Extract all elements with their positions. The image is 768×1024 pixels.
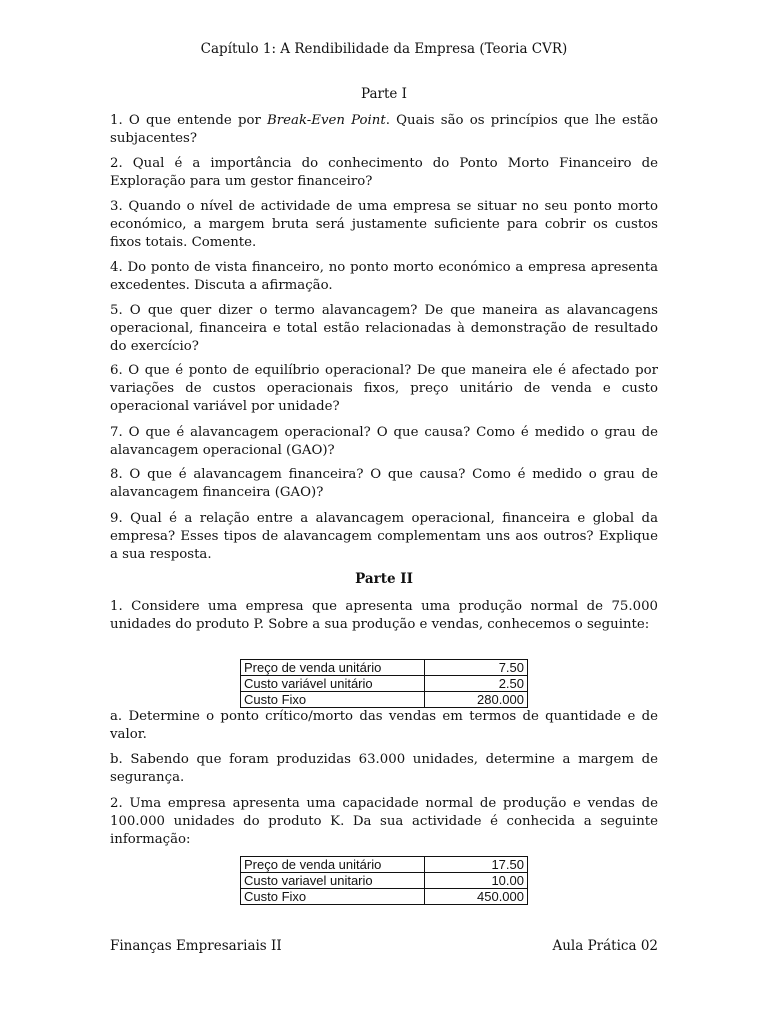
question-1-prefix: 1. O que entende por <box>110 113 268 128</box>
table-cell-label: Custo Fixo <box>241 889 425 905</box>
question-1-suffix: . Quais são os princípios que lhe estão subjacentes? <box>110 113 658 146</box>
problem-1-part-a: a. Determine o ponto crítico/morto das vendas em termos de quantidade e de valor. <box>110 709 658 742</box>
table-row <box>241 660 528 676</box>
question-7: 7. O que é alavancagem operacional? O que causa? Como é medido o grau de alavancagem operacional (GAO)? <box>110 425 658 458</box>
table-row <box>241 873 528 889</box>
table-cell-label: Custo variável unitário <box>241 676 425 692</box>
footer-class: Aula Prática 02 <box>552 938 658 954</box>
question-9: 9. Qual é a relação entre a alavancagem operacional, financeira e global da empresa? Esses tipos de alavancagem complementam uns aos outros? Explique a sua resposta. <box>110 511 658 562</box>
page-footer <box>110 937 658 955</box>
table-row <box>241 676 528 692</box>
table-cell-label: Custo Fixo <box>241 692 425 708</box>
problem-2-intro: 2. Uma empresa apresenta uma capacidade normal de produção e vendas de 100.000 unidades do produto K. Da sua actividade é conhecida a seguinte informação: <box>110 796 658 847</box>
table-cell-value: 2.50 <box>425 676 528 692</box>
question-3: 3. Quando o nível de actividade de uma empresa se situar no seu ponto morto económico, a margem bruta será justamente suficiente para cobrir os custos fixos totais. Comente. <box>110 199 658 250</box>
part-2-title: Parte II <box>355 571 413 587</box>
table-cell-label: Preço de venda unitário <box>241 660 425 676</box>
chapter-title: Capítulo 1: A Rendibilidade da Empresa (Teoria CVR) <box>200 41 568 57</box>
problem-1-table <box>240 659 528 708</box>
question-5: 5. O que quer dizer o termo alavancagem? De que maneira as alavancagens operacional, financeira e total estão relacionadas à demonstração de resultado do exercício? <box>110 303 658 354</box>
table-row <box>241 857 528 873</box>
table-row <box>241 692 528 708</box>
table-cell-value: 450.000 <box>425 889 528 905</box>
question-2: 2. Qual é a importância do conhecimento do Ponto Morto Financeiro de Exploração para um gestor financeiro? <box>110 156 658 189</box>
question-8: 8. O que é alavancagem financeira? O que causa? Como é medido o grau de alavancagem financeira (GAO)? <box>110 467 658 500</box>
table-cell-value: 7.50 <box>425 660 528 676</box>
table-cell-value: 280.000 <box>425 692 528 708</box>
table-cell-value: 10.00 <box>425 873 528 889</box>
question-1-emphasis: Break-Even Point <box>267 113 386 128</box>
table-cell-value: 17.50 <box>425 857 528 873</box>
part-1-title: Parte I <box>360 86 408 102</box>
table-cell-label: Custo variavel unitario <box>241 873 425 889</box>
footer-course: Finanças Empresariais II <box>110 938 282 954</box>
table-cell-label: Preço de venda unitário <box>241 857 425 873</box>
table-row <box>241 889 528 905</box>
problem-2-table <box>240 856 528 905</box>
question-6: 6. O que é ponto de equilíbrio operacional? De que maneira ele é afectado por variações de custos operacionais fixos, preço unitário de venda e custo operacional variável por unidade? <box>110 363 658 414</box>
problem-1-part-b: b. Sabendo que foram produzidas 63.000 unidades, determine a margem de segurança. <box>110 752 658 785</box>
question-4: 4. Do ponto de vista financeiro, no ponto morto económico a empresa apresenta excedentes. Discuta a afirmação. <box>110 260 658 293</box>
problem-1-intro: 1. Considere uma empresa que apresenta uma produção normal de 75.000 unidades do produto P. Sobre a sua produção e vendas, conhecemos o seguinte: <box>110 599 658 632</box>
question-1 <box>110 112 658 148</box>
